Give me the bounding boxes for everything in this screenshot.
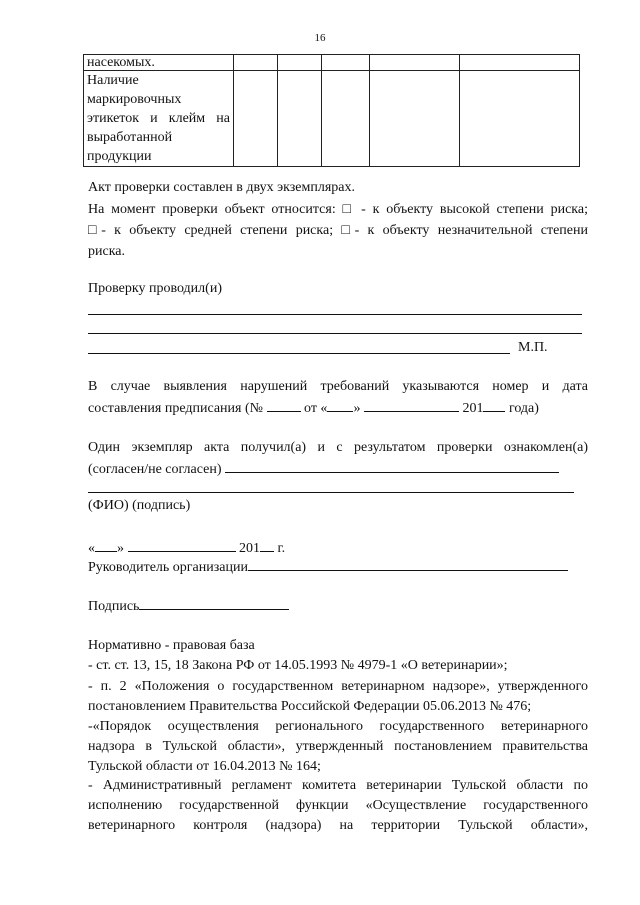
table-row [84, 55, 580, 71]
prescription-from: от « [304, 401, 328, 416]
prescription-quote: » [353, 401, 361, 416]
table-cell [322, 55, 370, 71]
violations-line-2 [88, 398, 588, 419]
inspector-label: Проверку проводил(и) [88, 281, 222, 296]
signature-field[interactable] [139, 596, 289, 610]
signature-line [88, 596, 588, 617]
act-line-3: □- к объекту средней степени риска; □- к объекту незначительной степени [88, 223, 588, 238]
page-number: 16 [314, 32, 326, 44]
agreement-line [88, 492, 574, 493]
copy-line-2 [88, 459, 588, 480]
legal-line: Тульской области от 16.04.2013 № 164; [88, 759, 321, 774]
copy-line-1: Один экземпляр акта получил(а) и с результатом проверки ознакомлен(а) [88, 440, 588, 455]
legal-line: постановлением Правительства Российской Федерации 05.06.2013 № 476; [88, 699, 532, 714]
stamp-label: М.П. [518, 340, 548, 355]
agreement-label: (согласен/не согласен) [88, 462, 222, 477]
table-cell [370, 71, 460, 167]
table-cell [460, 71, 580, 167]
table-cell [234, 71, 278, 167]
inspector-line [88, 314, 582, 315]
prescription-day-field[interactable] [327, 398, 353, 412]
date-suffix: г. [277, 541, 286, 556]
date-close: » [117, 541, 124, 556]
act-line-4: риска. [88, 244, 126, 259]
date-open: « [88, 541, 95, 556]
legal-line: исполнению государственной функции «Осуществление государственного [88, 798, 588, 813]
agreement-field[interactable] [225, 459, 559, 473]
legal-line: -«Порядок осуществления регионального государственного ветеринарного [88, 719, 588, 734]
act-line-1: Акт проверки составлен в двух экземплярах. [88, 180, 355, 195]
label-line: продукции [87, 149, 152, 164]
inspector-line [88, 353, 510, 354]
act-line-2: На момент проверки объект относится: □ - к объекту высокой степени риска; [88, 202, 588, 217]
legal-title: Нормативно - правовая база [88, 638, 255, 653]
table-cell-label: насекомых. [84, 55, 234, 71]
label-line: маркировочных [87, 92, 182, 107]
head-line [88, 557, 588, 578]
table-cell [278, 71, 322, 167]
legal-line: ветеринарного контроля (надзора) на территории Тульской области», [88, 818, 588, 833]
inspection-table [83, 54, 580, 167]
date-line [88, 538, 588, 559]
head-field[interactable] [248, 557, 568, 571]
prescription-year-field[interactable] [483, 398, 505, 412]
legal-line: - п. 2 «Положения о государственном ветеринарном надзоре», утвержденного [88, 679, 588, 694]
date-year-field[interactable] [260, 538, 274, 552]
label-line: выработанной [87, 130, 173, 145]
table-cell [278, 55, 322, 71]
legal-line: надзора в Тульской области», утвержденный постановлением правительства [88, 739, 588, 754]
signature-label: Подпись [88, 599, 140, 614]
table-cell [322, 71, 370, 167]
table-cell [234, 55, 278, 71]
table-row [84, 71, 580, 167]
table-cell [460, 55, 580, 71]
head-label: Руководитель организации [88, 560, 248, 575]
legal-line: - Административный регламент комитета ветеринарии Тульской области по [88, 778, 588, 793]
table-cell-label [84, 71, 234, 167]
label-line: этикеток и клейм на [87, 111, 230, 126]
prescription-month-field[interactable] [364, 398, 459, 412]
label-line: Наличие [87, 73, 139, 88]
date-year: 201 [239, 541, 260, 556]
prescription-suffix: года) [508, 401, 539, 416]
legal-line: - ст. ст. 13, 15, 18 Закона РФ от 14.05.1993 № 4979-1 «О ветеринарии»; [88, 658, 508, 673]
violations-line-1: В случае выявления нарушений требований указываются номер и дата [88, 379, 588, 394]
inspector-line [88, 333, 582, 334]
prescription-number-field[interactable] [267, 398, 301, 412]
date-day-field[interactable] [95, 538, 117, 552]
table-cell [370, 55, 460, 71]
fio-caption: (ФИО) (подпись) [88, 498, 191, 513]
date-month-field[interactable] [128, 538, 236, 552]
prescription-prefix: составления предписания (№ [88, 401, 263, 416]
prescription-year: 201 [462, 401, 484, 416]
